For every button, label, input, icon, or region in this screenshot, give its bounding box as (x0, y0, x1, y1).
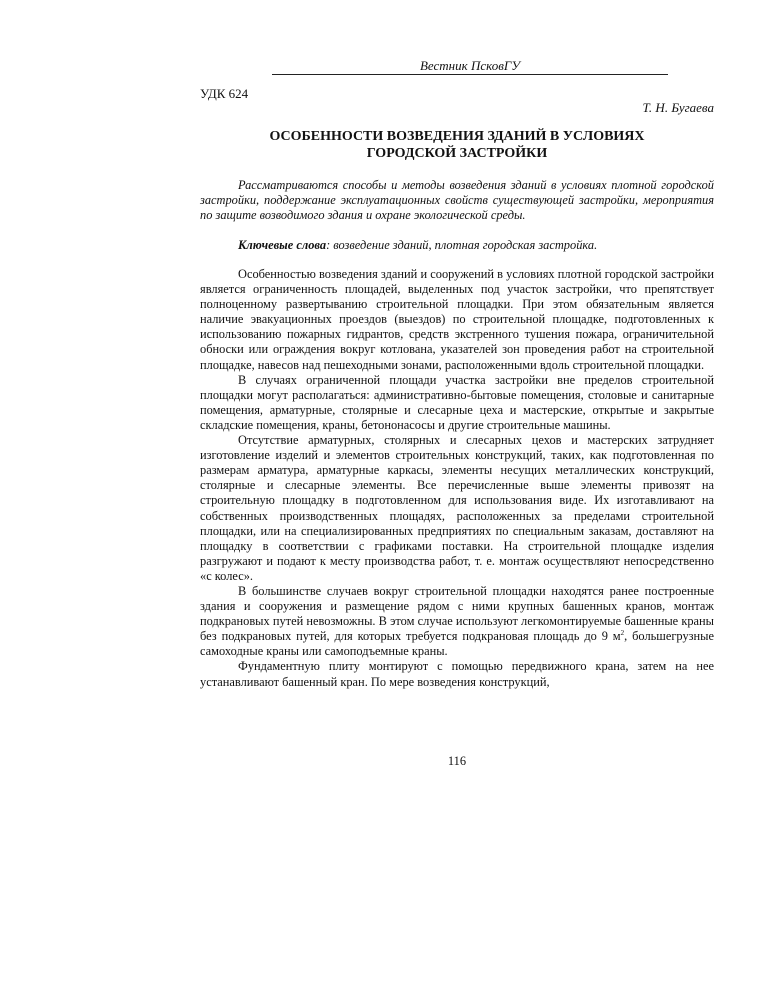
article-body (200, 267, 714, 690)
keywords-label: Ключевые слова (238, 238, 327, 252)
keywords-text: : возведение зданий, плотная городская застройка. (326, 238, 598, 252)
title-line-2: ГОРОДСКОЙ ЗАСТРОЙКИ (366, 146, 548, 161)
paragraph-4-tail: , большегрузные самоходные краны или самоподъемные краны. (200, 629, 714, 659)
paragraph-1: Особенностью возведения зданий и сооружений в условиях плотной городской застройки является ограниченность площадей, выделенных под участок застройки, что препятствует полноценному развертыванию строительной площадки. При этом обязательным является наличие эвакуационных проездов (выездов) по строительной площадке, подготовленных к использованию пожарных гидрантов, средств экстренного тушения пожара, ограничительной обноски или ограждения вокруг котлована, указателей зон проведения работ на строительной площадке, навесов над пешеходными зонами, расположенными вдоль строительной площадки. (200, 267, 714, 372)
paragraph-2: В случаях ограниченной площади участка застройки вне пределов строительной площадки могут располагаться: административно-бытовые помещения, столовые и санитарные помещения, арматурные, столярные и слесарные цеха и мастерские, открытые и закрытые складские помещения, краны, бетононасосы и другие строительные машины. (200, 372, 714, 432)
paragraph-3: Отсутствие арматурных, столярных и слесарных цехов и мастерских затрудняет изготовление изделий и элементов строительных конструкций, таких, как подготовленная по размерам арматура, арматурные каркасы, элементы несущих металлических конструкций, столярные и слесарные элементы. Все перечисленные выше элементы привозят на строительную площадку в подготовленном для использования виде. Их изготавливают на собственных производственных площадях, расположенных за пределами строительной площадки, или на специализированных предприятиях по специальным заказам, доставляют на площадку в соответствии с графиками поставки. На строительной площадке изделия разгружают и подают к месту производства работ, т. е. монтаж осуществляют непосредственно «с колес». (200, 433, 714, 583)
page-number: 116 (447, 754, 467, 768)
paragraph-4-text: В большинстве случаев вокруг строительной площадки находятся ранее построенные здания и сооружения и размещение рядом с ними крупных башенных кранов, монтаж подкрановых путей невозможны. В этом случае используют легкомонтируемые башенные краны без подкрановых путей, для которых требуется подкрановая площадь до 9 м (200, 583, 714, 644)
paragraph-5: Фундаментную плиту монтируют с помощью передвижного крана, затем на нее устанавливают башенный кран. По мере возведения конструкций, (200, 659, 714, 689)
article-title (200, 128, 714, 162)
journal-header: Вестник ПсковГУ (419, 58, 520, 73)
header-rule (272, 74, 668, 75)
title-line-1: ОСОБЕННОСТИ ВОЗВЕДЕНИЯ ЗДАНИЙ В УСЛОВИЯХ (269, 129, 645, 144)
keywords (200, 238, 714, 253)
author: Т. Н. Бугаева (642, 100, 714, 115)
udk-code: УДК 624 (200, 86, 249, 101)
abstract: Рассматриваются способы и методы возведения зданий в условиях плотной городской застройки, поддержание эксплуатационных свойств существующей застройки, мероприятия по защите возводимого здания и охране экологической среды. (200, 178, 714, 223)
paragraph-4 (200, 584, 714, 659)
superscript: 2 (620, 629, 625, 638)
